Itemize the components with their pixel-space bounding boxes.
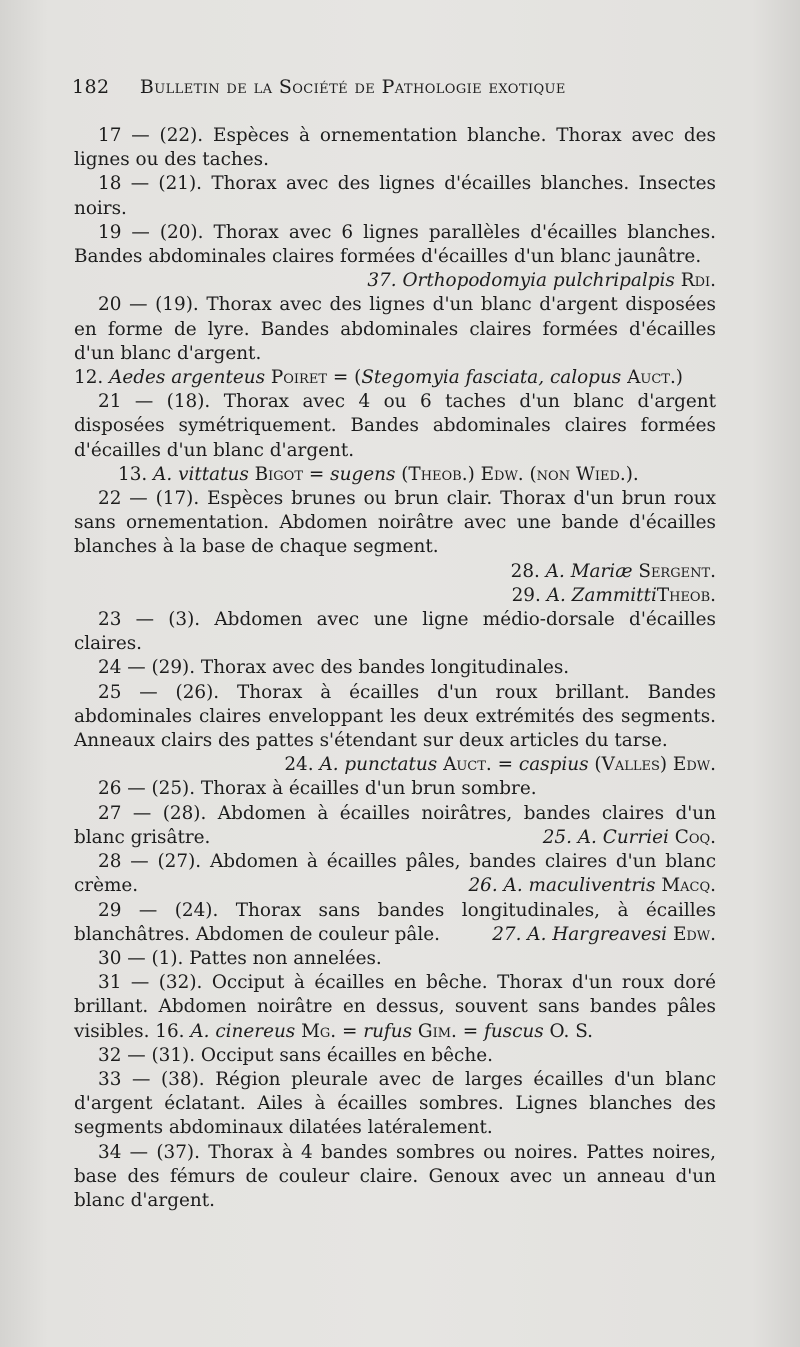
synonym-sign: = bbox=[497, 754, 514, 776]
page-number: 182 bbox=[72, 76, 110, 98]
synonym-author: (Valles) Edw. bbox=[594, 754, 716, 776]
key-entry-19-species bbox=[343, 269, 716, 293]
species-author: Mg. bbox=[301, 1020, 337, 1042]
species-line-12 bbox=[74, 366, 716, 390]
synonym-name: fuscus bbox=[484, 1020, 544, 1042]
key-entry-20: 20 — (19). Thorax avec des lignes d'un blanc d'argent disposées en forme de lyre. Bandes abdominales claires formées d'écailles d'un blanc d'argent. bbox=[74, 294, 716, 364]
species-name: A. Zammitti bbox=[546, 584, 657, 606]
synonym-sign: = bbox=[308, 463, 325, 485]
species-name: A. cinereus bbox=[190, 1020, 296, 1042]
key-entry-22: 22 — (17). Espèces brunes ou brun clair. Thorax d'un brun roux sans ornementation. Abdomen noirâtre avec une bande d'écailles blanches à la base de chaque segment. bbox=[74, 488, 716, 558]
key-entry-27-species bbox=[519, 826, 716, 850]
species-author: Auct. bbox=[443, 754, 492, 776]
key-entry-28-text: 28 — (27). Abdomen à écailles pâles, bandes claires d'un blanc crème. bbox=[74, 851, 716, 897]
key-entry-28-species bbox=[444, 874, 716, 898]
species-number: 12. bbox=[74, 367, 104, 389]
synonym-author: O. S. bbox=[549, 1020, 594, 1042]
synonym-author: Auct. bbox=[627, 367, 676, 389]
species-number: 28. bbox=[510, 560, 540, 582]
species-name: 27. A. Hargreavesi bbox=[492, 923, 668, 945]
species-number: 16. bbox=[155, 1020, 185, 1042]
key-entry-31 bbox=[74, 971, 716, 1044]
key-entry-34: 34 — (37). Thorax à 4 bandes sombres ou noires. Pattes noires, base des fémurs de couleur claire. Genoux avec un anneau d'un blanc d'argent. bbox=[74, 1141, 716, 1211]
species-author: Bigot bbox=[254, 463, 304, 485]
species-author: Edw. bbox=[672, 923, 716, 945]
key-entry-19-text: 19 — (20). Thorax avec 6 lignes parallèles d'écailles blanches. Bandes abdominales claires formées d'écailles d'un blanc jaunâtre. bbox=[74, 221, 716, 268]
species-line-24 bbox=[74, 753, 716, 777]
synonym-sign: = ( bbox=[332, 367, 362, 389]
synonym-sign: = bbox=[342, 1020, 358, 1042]
key-entry-24: 24 — (29). Thorax avec des bandes longitudinales. bbox=[98, 657, 570, 679]
key-entry-19 bbox=[74, 221, 716, 292]
species-number: 29. bbox=[511, 584, 541, 606]
synonym-sign: = bbox=[462, 1020, 479, 1042]
key-entry-18: 18 — (21). Thorax avec des lignes d'écailles blanches. Insectes noirs. bbox=[74, 173, 716, 219]
synonym-names: Stegomyia fasciata, calopus bbox=[361, 367, 622, 389]
species-line-29 bbox=[74, 584, 716, 608]
species-number: 24. bbox=[284, 754, 314, 776]
species-name: 26. A. maculiventris bbox=[468, 875, 656, 897]
species-name: 25. A. Curriei bbox=[542, 826, 669, 848]
key-entry-26: 26 — (25). Thorax à écailles d'un brun sombre. bbox=[98, 778, 537, 800]
species-name: Aedes argenteus bbox=[109, 367, 266, 389]
synonym-author: (Theob.) Edw. (non Wied.). bbox=[401, 463, 639, 485]
key-text bbox=[74, 124, 716, 1213]
species-name: A. vittatus bbox=[153, 463, 249, 485]
species-name: A. Mariæ bbox=[545, 560, 633, 582]
synonym-author: Gim. bbox=[417, 1020, 457, 1042]
synonym-name: sugens bbox=[330, 463, 396, 485]
key-entry-23: 23 — (3). Abdomen avec une ligne médio-dorsale d'écailles claires. bbox=[74, 609, 716, 655]
species-line-28 bbox=[74, 560, 716, 584]
key-entry-33: 33 — (38). Région pleurale avec de larges écailles d'un blanc d'argent éclatant. Ailes à écailles sombres. Lignes blanches des segments abdominaux dilatées latéralement. bbox=[74, 1068, 716, 1139]
key-entry-27-text: 27 — (28). Abdomen à écailles noirâtres, bandes claires d'un blanc grisâtre. bbox=[74, 802, 716, 848]
key-entry-31-text: 31 — (32). Occiput à écailles en bêche. Thorax d'un roux doré brillant. Abdomen noirâtre en dessus, souvent sans bandes pâles visibles. bbox=[74, 972, 716, 1042]
key-entry-21: 21 — (18). Thorax avec 4 ou 6 taches d'un blanc d'argent disposées symétriquement. Bandes abdominales claires formées d'écailles d'un blanc d'argent. bbox=[74, 391, 716, 461]
key-entry-29 bbox=[74, 899, 716, 947]
species-author: Coq. bbox=[674, 826, 716, 848]
key-entry-30: 30 — (1). Pattes non annelées. bbox=[98, 947, 382, 969]
running-title: Bulletin de la Société de Pathologie exotique bbox=[139, 76, 566, 98]
key-entry-29-text: 29 — (24). Thorax sans bandes longitudinales, à écailles blanchâtres. Abdomen de couleur pâle. bbox=[74, 899, 716, 945]
key-entry-17: 17 — (22). Espèces à ornementation blanche. Thorax avec des lignes ou des taches. bbox=[74, 125, 716, 171]
synonym-name: rufus bbox=[363, 1020, 413, 1042]
key-entry-27 bbox=[74, 802, 716, 850]
species-author: Macq. bbox=[661, 875, 716, 897]
key-entry-25: 25 — (26). Thorax à écailles d'un roux brillant. Bandes abdominales claires enveloppant les deux extrémités des segments. Anneaux clairs des pattes s'étendant sur deux articles du tarse. bbox=[74, 681, 716, 752]
species-author: Theob. bbox=[656, 584, 716, 606]
species-name: A. punctatus bbox=[319, 754, 438, 776]
key-entry-32: 32 — (31). Occiput sans écailles en bêche. bbox=[98, 1044, 493, 1066]
key-entry-28 bbox=[74, 850, 716, 898]
closing-paren: ) bbox=[675, 367, 683, 389]
key-entry-29-species bbox=[468, 923, 716, 947]
species-line-13 bbox=[74, 463, 716, 487]
species-number: 13. bbox=[118, 463, 148, 485]
synonym-name: caspius bbox=[518, 754, 589, 776]
running-header bbox=[72, 76, 722, 98]
species-author: Sergent. bbox=[638, 560, 716, 582]
species-author: Poiret bbox=[270, 367, 328, 389]
species-name: 37. Orthopodomyia pulchripalpis bbox=[367, 270, 675, 292]
species-author: Rdi. bbox=[680, 270, 716, 292]
